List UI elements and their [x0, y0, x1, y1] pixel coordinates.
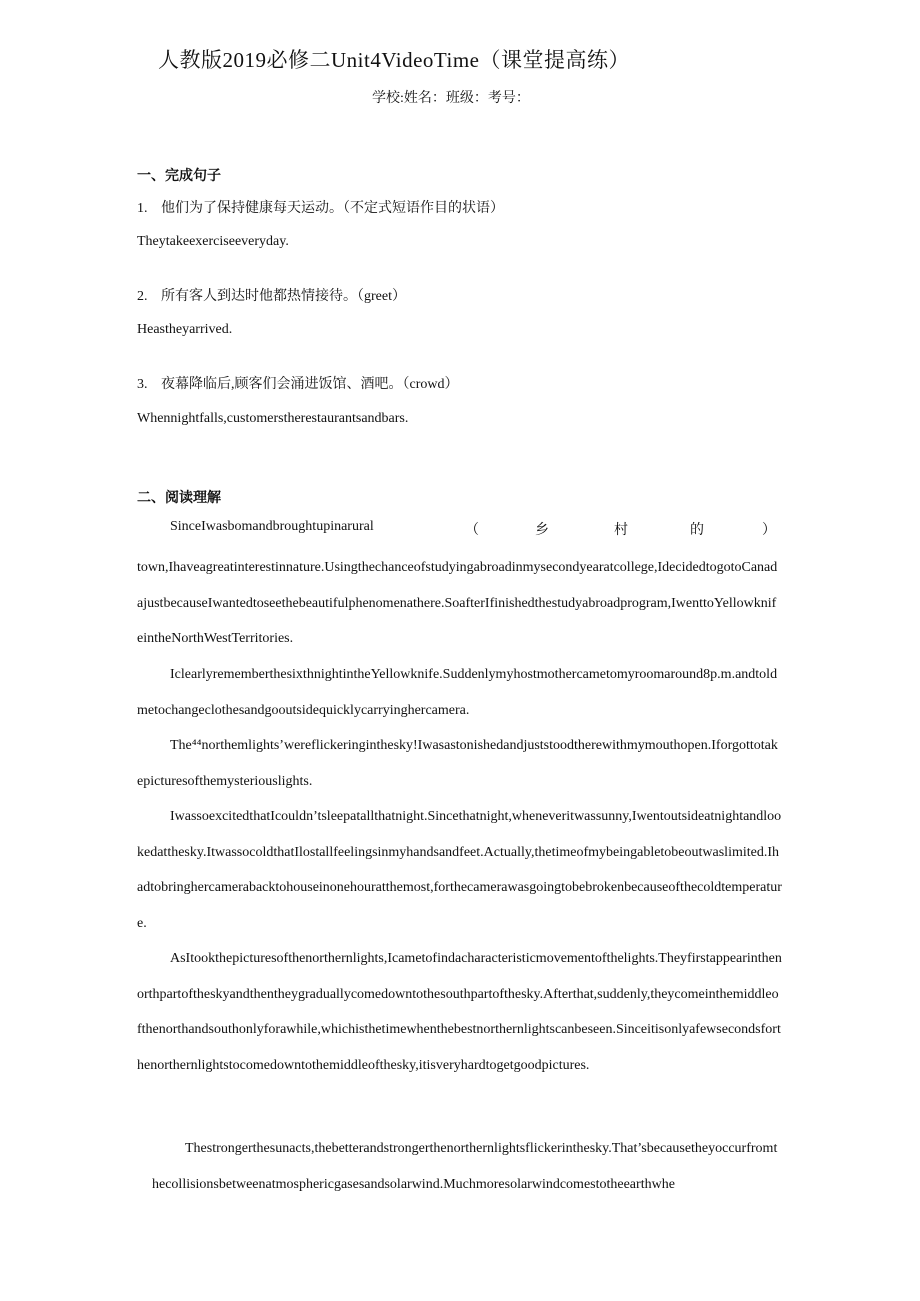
passage-paragraph: [137, 728, 782, 799]
student-info-line: 学校:姓名：班级：考号：: [372, 91, 530, 106]
passage-paragraph: [137, 941, 782, 1083]
paragraph-text: IclearlyrememberthesixthnightintheYellowknife.Suddenlymyhostmothercametomyroomaround8p.m.andtoldmetochangeclothesandgooutsidequicklycarryinghercamera.: [137, 667, 778, 718]
passage-first-line: SinceIwasbomandbroughtupinarural: [170, 519, 374, 534]
question-text: 夜幕降临后,顾客们会涌进饭馆、酒吧。（crowd）: [161, 377, 459, 392]
gloss-open-paren: （: [465, 523, 479, 538]
paragraph-text: AsItookthepicturesofthenorthernlights,Icametofindacharacteristicmovementofthelights.Theyfirstappearinthenorthpartoftheskyandthentheygraduallycomedowntothesouthpartofthesky.Afterthat,suddenly,theycomeinthemiddleofthenorthandsouthonlyforawhile,whichisthetimewhenthebestnorthernlightscanbeseen.Sinceitisonlyafewsecondsforthenorthernlightstocomedowntothemiddleofthesky,itisveryhardtogetgoodpictures.: [137, 951, 782, 1073]
gloss-close-paren: ）: [762, 523, 776, 538]
gloss-char: 村: [614, 523, 628, 538]
gloss-char: 的: [690, 523, 704, 538]
question-number: 1.: [137, 201, 148, 216]
paragraph-text: Thestrongerthesunacts,thebetterandstrongerthenorthernlightsflickerinthesky.That’sbecausetheyoccurfromthecollisionsbetweenatmosphericgasesandsolarwind.Muchmoresolarwindcomestotheearthwhe: [152, 1141, 778, 1192]
question-3-prompt: [137, 373, 459, 393]
question-number: 2.: [137, 289, 148, 304]
passage-paragraph: [137, 799, 782, 941]
page-title: 人教版2019必修二Unit4VideoTime（课堂提高练）: [158, 48, 630, 72]
question-number: 3.: [137, 377, 148, 392]
question-text: 他们为了保持健康每天运动。（不定式短语作目的状语）: [161, 201, 504, 216]
section-heading-complete-sentences: 一、完成句子: [137, 168, 221, 184]
gloss-char: 乡: [535, 523, 549, 538]
passage-paragraph: [152, 1131, 784, 1202]
paragraph-text: The⁴⁴northemlights’wereflickeringinthesky!Iwasastonishedandjuststoodtherewithmymouthopen.Iforgottotakepicturesofthemysteriouslights.: [137, 738, 778, 789]
paragraph-text: IwassoexcitedthatIcouldn’tsleepatallthatnight.Sincethatnight,wheneveritwassunny,Iwentoutsideatnightandlookedatthesky.ItwassocoldthatIlostallfeelingsinmyhandsandfeet.Actually,thetimeofmybeingabletobeoutwaslimited.Ihadtobringhercamerabacktohouseinonehouratthemost,forthecamerawasgoingtobebrokenbecauseofthecoldtemperature.: [137, 809, 782, 931]
question-3-answer: Whennightfalls,customerstherestaurantsandbars.: [137, 411, 409, 426]
question-text: 所有客人到达时他都热情接待。（greet）: [161, 289, 406, 304]
question-2-prompt: [137, 285, 406, 305]
question-1-prompt: [137, 197, 504, 217]
passage-paragraph: town,Ihaveagreatinterestinnature.Usingthechanceofstudyingabroadinmysecondyearatcollege,IdecidedtogotoCanadajustbecauseIwantedtoseethebeautifulphenomenathere.SoafterIfinishedthestudyabroadprogram,IwenttoYellowknifeintheNorthWestTerritories.: [137, 560, 778, 646]
question-1-answer: Theytakeexerciseeveryday.: [137, 234, 289, 249]
question-2-answer: Heastheyarrived.: [137, 322, 233, 337]
passage-paragraph: [137, 657, 782, 728]
section-heading-reading: 二、阅读理解: [137, 490, 221, 506]
